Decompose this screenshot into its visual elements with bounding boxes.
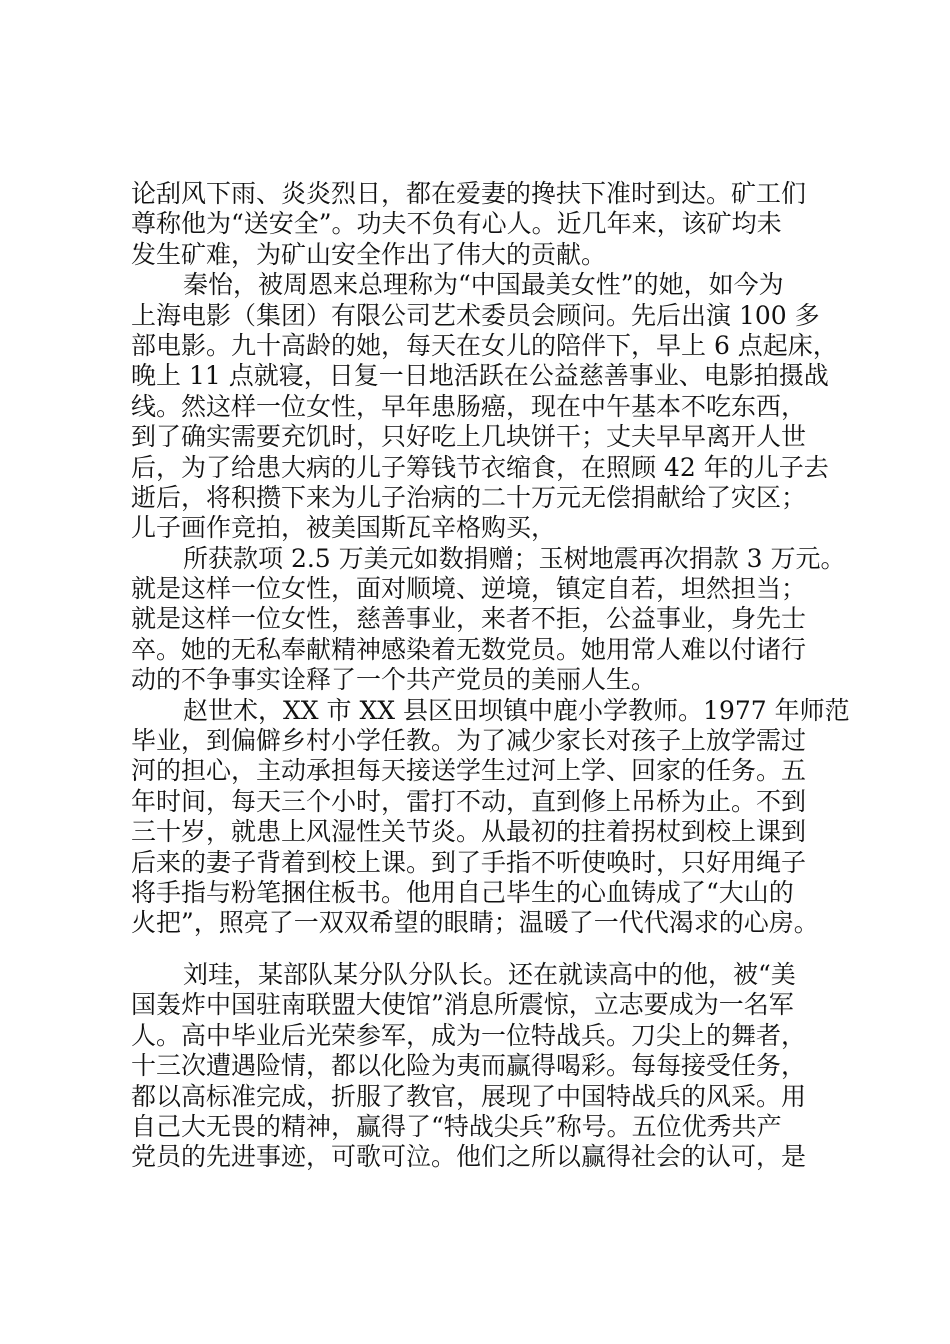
text-line: 逝后，将积攒下来为儿子治病的二十万元无偿捐献给了灾区； bbox=[131, 482, 807, 512]
text-block bbox=[131, 960, 831, 1173]
text-line: 上海电影（集团）有限公司艺术委员会顾问。先后出演 100 多 bbox=[131, 300, 820, 330]
text-line: 刘珪，某部队某分队分队长。还在就读高中的他，被“美 bbox=[183, 960, 796, 989]
text-line: 所获款项 2.5 万美元如数捐赠；玉树地震再次捐款 3 万元。 bbox=[183, 543, 846, 573]
text-line: 自己大无畏的精神，赢得了“特战尖兵”称号。五位优秀共产 bbox=[131, 1111, 782, 1141]
text-line: 秦怡，被周恩来总理称为“中国最美女性”的她，如今为 bbox=[183, 270, 784, 300]
text-line: 儿子画作竞拍，被美国斯瓦辛格购买， bbox=[131, 513, 557, 543]
text-line: 十三次遭遇险情，都以化险为夷而赢得喝彩。每每接受任务， bbox=[131, 1051, 807, 1081]
text-line: 论刮风下雨、炎炎烈日，都在爱妻的搀扶下准时到达。矿工们 bbox=[131, 179, 807, 208]
text-line: 年时间，每天三个小时，雷打不动，直到修上吊桥为止。不到 bbox=[131, 786, 807, 816]
text-line: 动的不争事实诠释了一个共产党员的美丽人生。 bbox=[131, 665, 657, 695]
text-line: 将手指与粉笔捆住板书。他用自己毕生的心血铸成了“大山的 bbox=[131, 877, 794, 907]
text-line: 火把”，照亮了一双双希望的眼睛；温暖了一代代渴求的心房。 bbox=[131, 908, 819, 938]
text-line: 人。高中毕业后光荣参军，成为一位特战兵。刀尖上的舞者， bbox=[131, 1020, 807, 1050]
text-line: 卒。她的无私奉献精神感染着无数党员。她用常人难以付诸行 bbox=[131, 634, 807, 664]
text-line: 晚上 11 点就寝，日复一日地活跃在公益慈善事业、电影拍摄战 bbox=[131, 361, 829, 391]
text-line: 就是这样一位女性，面对顺境、逆境，镇定自若，坦然担当； bbox=[131, 574, 807, 604]
text-line: 国轰炸中国驻南联盟大使馆”消息所震惊，立志要成为一名军 bbox=[131, 990, 794, 1020]
text-line: 发生矿难，为矿山安全作出了伟大的贡献。 bbox=[131, 239, 607, 269]
text-line: 都以高标准完成，折服了教官，展现了中国特战兵的风采。用 bbox=[131, 1081, 807, 1111]
text-block bbox=[131, 179, 850, 939]
text-line: 线。然这样一位女性，早年患肠癌，现在中午基本不吃东西， bbox=[131, 391, 807, 421]
text-line: 到了确实需要充饥时，只好吃上几块饼干；丈夫早早离开人世 bbox=[131, 422, 807, 452]
text-line: 三十岁，就患上风湿性关节炎。从最初的拄着拐杖到校上课到 bbox=[131, 817, 807, 847]
text-line: 尊称他为“送安全”。功夫不负有心人。近几年来，该矿均未 bbox=[131, 209, 782, 239]
text-line: 后，为了给患大病的儿子筹钱节衣缩食，在照顾 42 年的儿子去 bbox=[131, 452, 829, 482]
text-line: 就是这样一位女性，慈善事业，来者不拒，公益事业，身先士 bbox=[131, 604, 807, 634]
text-line: 毕业，到偏僻乡村小学任教。为了减少家长对孩子上放学需过 bbox=[131, 726, 807, 756]
text-line: 部电影。九十高龄的她，每天在女儿的陪伴下，早上 6 点起床， bbox=[131, 330, 838, 360]
text-line: 党员的先进事迹，可歌可泣。他们之所以赢得社会的认可，是 bbox=[131, 1142, 807, 1172]
text-line: 后来的妻子背着到校上课。到了手指不听使唤时，只好用绳子 bbox=[131, 847, 807, 877]
text-line: 赵世术，XX 市 XX 县区田坝镇中鹿小学教师。1977 年师范 bbox=[183, 695, 850, 725]
text-line: 河的担心，主动承担每天接送学生过河上学、回家的任务。五 bbox=[131, 756, 807, 786]
